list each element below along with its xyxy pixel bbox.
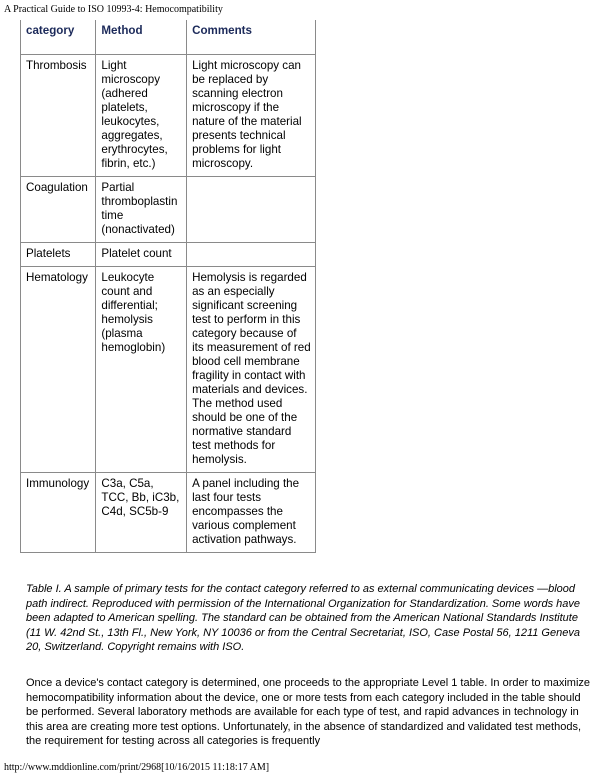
- comments-cell: A panel including the last four tests encompasses the various complement activation pathways.: [187, 473, 316, 553]
- category-cell: Coagulation: [21, 177, 96, 243]
- method-cell: C3a, C5a, TCC, Bb, iC3b, C4d, SC5b-9: [96, 473, 187, 553]
- method-cell: Light microscopy (adhered platelets, leukocytes, aggregates, erythrocytes, fibrin, etc.): [96, 55, 187, 177]
- comments-cell: [187, 243, 316, 267]
- category-cell: Hematology: [21, 267, 96, 473]
- table-row: [21, 267, 316, 473]
- category-cell: Immunology: [21, 473, 96, 553]
- body-paragraph: Once a device's contact category is determined, one proceeds to the appropriate Level 1 table. In order to maximize hemocompatibility information about the device, one or more tests from each category included in the table should be performed. Several laboratory methods are available for each type of test, and rapid advances in technology in this area are creating more test options. Unfortunately, in the absence of standardized and validated test methods, the requirement for testing across all categories is frequently: [26, 677, 591, 748]
- category-cell: Platelets: [21, 243, 96, 267]
- comments-cell: [187, 177, 316, 243]
- comments-cell: Hemolysis is regarded as an especially significant screening test to perform in this category because of its measurement of red blood cell membrane fragility in contact with materials and devices. The method used should be one of the normative standard test methods for hemolysis.: [187, 267, 316, 473]
- column-header-comments: Comments: [187, 20, 316, 55]
- source-url-footer: http://www.mddionline.com/print/2968[10/16/2015 11:18:17 AM]: [4, 762, 270, 773]
- table-row: [21, 177, 316, 243]
- running-head-title: A Practical Guide to ISO 10993-4: Hemocompatibility: [4, 4, 223, 15]
- method-cell: Partial thromboplastin time (nonactivated): [96, 177, 187, 243]
- column-header-method: Method: [96, 20, 187, 55]
- column-header-category: category: [21, 20, 96, 55]
- table-caption: Table I. A sample of primary tests for the contact category referred to as external communicating devices —blood path indirect. Reproduced with permission of the International Organization for Standardization. Some words have been adapted to American spelling. The standard can be obtained from the American National Standards Institute (11 W. 42nd St., 13th Fl., New York, NY 10036 or from the Central Secretariat, ISO, Case Postal 56, 1211 Geneva 20, Switzerland. Copyright remains with ISO.: [26, 583, 580, 654]
- table-header-row: [21, 20, 316, 55]
- table-row: [21, 473, 316, 553]
- primary-tests-table: [20, 20, 316, 553]
- method-cell: Platelet count: [96, 243, 187, 267]
- table-row: [21, 243, 316, 267]
- method-cell: Leukocyte count and differential; hemolysis (plasma hemoglobin): [96, 267, 187, 473]
- category-cell: Thrombosis: [21, 55, 96, 177]
- table-row: [21, 55, 316, 177]
- comments-cell: Light microscopy can be replaced by scanning electron microscopy if the nature of the material presents technical problems for light microscopy.: [187, 55, 316, 177]
